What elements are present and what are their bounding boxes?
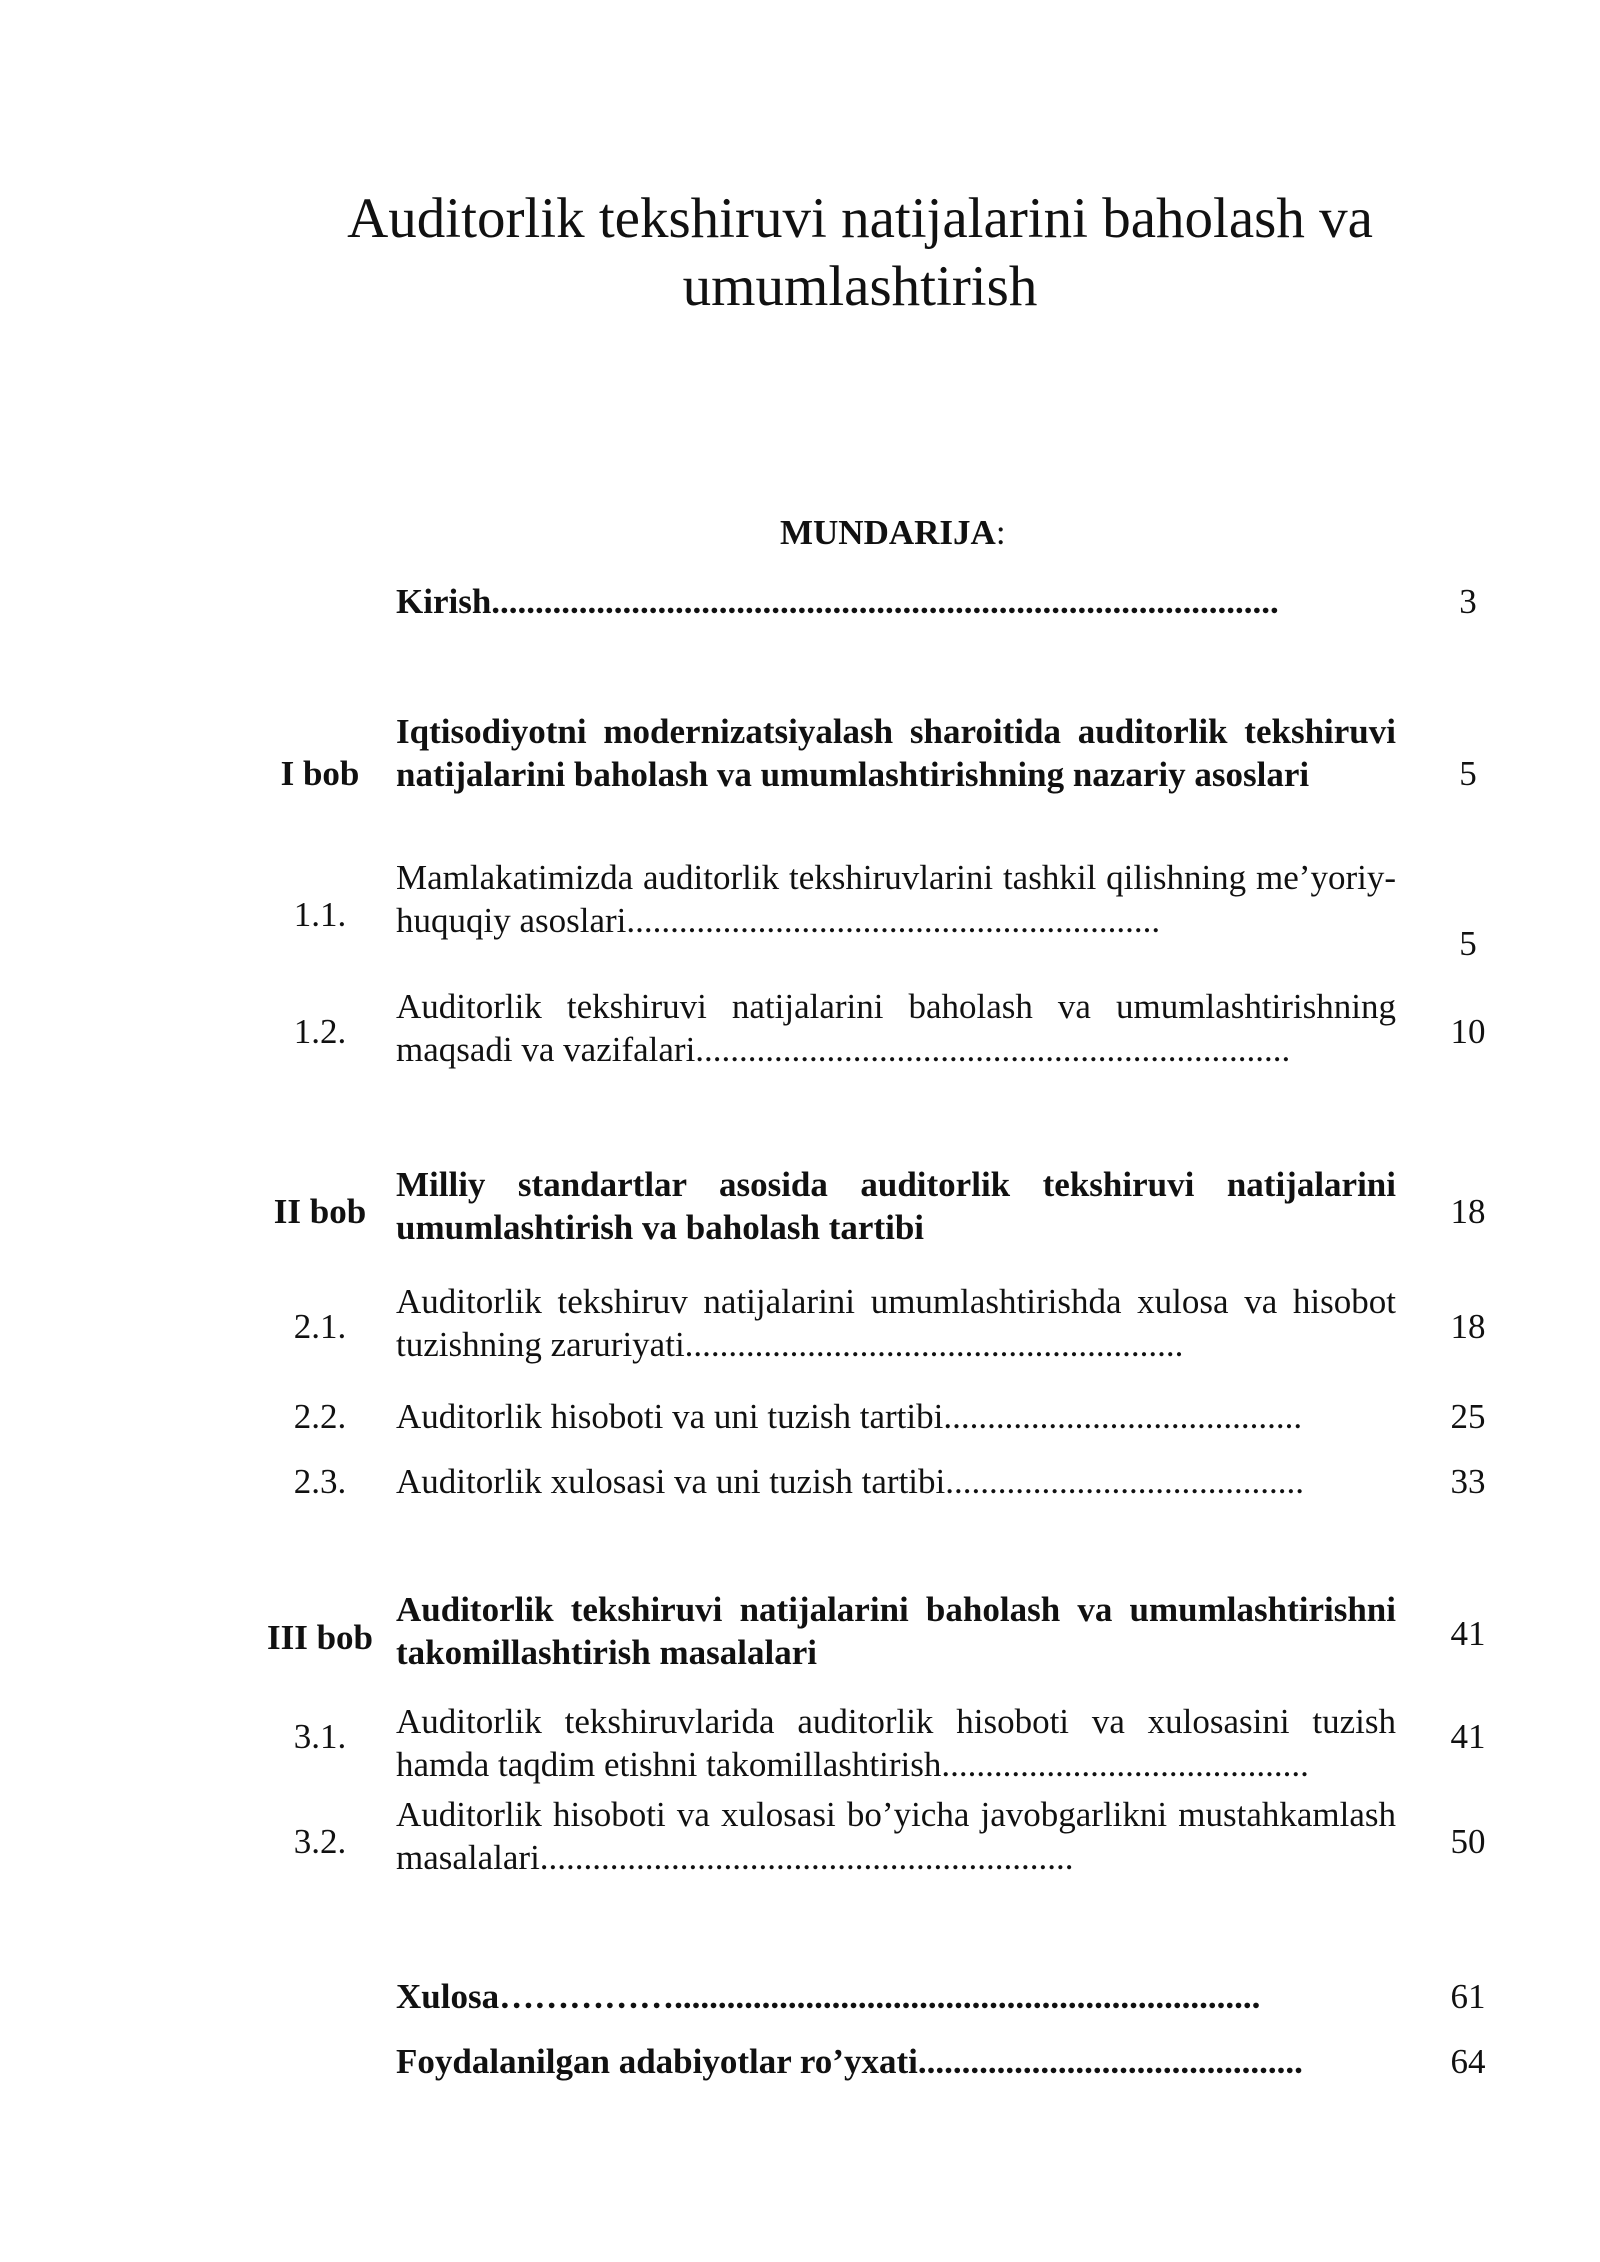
toc-entry-page: 41 (1450, 1717, 1486, 1756)
section-label: 3.2. (293, 1822, 347, 1861)
toc-entry-page: 10 (1450, 1012, 1486, 1051)
toc-entry-page: 41 (1450, 1614, 1486, 1653)
section-label: 2.3. (293, 1462, 347, 1501)
toc-heading-colon: : (995, 513, 1006, 552)
toc-entry-page: 61 (1450, 1977, 1486, 2016)
section-label: 2.1. (293, 1307, 347, 1346)
toc-heading (780, 513, 1006, 553)
toc-entry-text: Kirish.......................................................................................... (396, 582, 1279, 621)
chapter-label: III bob (266, 1618, 374, 1657)
section-label: 1.1. (293, 895, 347, 934)
section-label: 3.1. (293, 1717, 347, 1756)
section-title: Auditorlik tekshiruv natijalarini umumlashtirishda xulosa va hisobot tuzishning zaruriyati......................................................... (396, 1282, 1396, 1364)
toc-entry-page: 3 (1459, 582, 1477, 621)
section-title: Mamlakatimizda auditorlik tekshiruvlarini tashkil qilishning me’yoriy-huquqiy asoslari............................................................. (396, 858, 1396, 940)
section-title: Auditorlik tekshiruvlarida auditorlik hisoboti va xulosasini tuzish hamda taqdim etishni takomillashtirish.......................................... (396, 1702, 1396, 1784)
section-label: 1.2. (293, 1012, 347, 1051)
chapter-title: Auditorlik tekshiruvi natijalarini baholash va umumlashtirishni takomillashtirish masalalari (396, 1590, 1396, 1672)
section-title: Auditorlik hisoboti va uni tuzish tartibi......................................... (396, 1397, 1303, 1436)
toc-entry-page: 33 (1450, 1462, 1486, 1501)
toc-entry-page: 25 (1450, 1397, 1486, 1436)
section-title: Auditorlik tekshiruvi natijalarini baholash va umumlashtirishning maqsadi va vazifalari.................................................................... (396, 987, 1396, 1069)
chapter-label: II bob (273, 1192, 367, 1231)
toc-entry-page: 18 (1450, 1192, 1486, 1231)
section-title: Auditorlik hisoboti va xulosasi bo’yicha javobgarlikni mustahkamlash masalalari............................................................. (396, 1795, 1396, 1877)
chapter-title: Iqtisodiyotni modernizatsiyalash sharoitida auditorlik tekshiruvi natijalarini baholash va umumlashtirishning nazariy asoslari (396, 712, 1396, 794)
document-title: Auditorlik tekshiruvi natijalarini baholash va umumlashtirish (347, 187, 1373, 318)
chapter-title: Milliy standartlar asosida auditorlik tekshiruvi natijalarini umumlashtirish va baholash tartibi (396, 1165, 1396, 1247)
section-label: 2.2. (293, 1397, 347, 1436)
toc-entry-text: Foydalanilgan adabiyotlar ro’yxati............................................ (396, 2042, 1303, 2081)
toc-entry-page: 50 (1450, 1822, 1486, 1861)
toc-heading-text: MUNDARIJA (780, 513, 996, 552)
toc-entry-text: Xulosa……………................................................................... (396, 1977, 1261, 2016)
section-title: Auditorlik xulosasi va uni tuzish tartibi......................................... (396, 1462, 1305, 1501)
chapter-label: I bob (280, 754, 360, 793)
toc-entry-page: 64 (1450, 2042, 1486, 2081)
toc-entry-page: 18 (1450, 1307, 1486, 1346)
toc-entry-page: 5 (1459, 924, 1477, 963)
toc-entry-page: 5 (1459, 754, 1477, 793)
